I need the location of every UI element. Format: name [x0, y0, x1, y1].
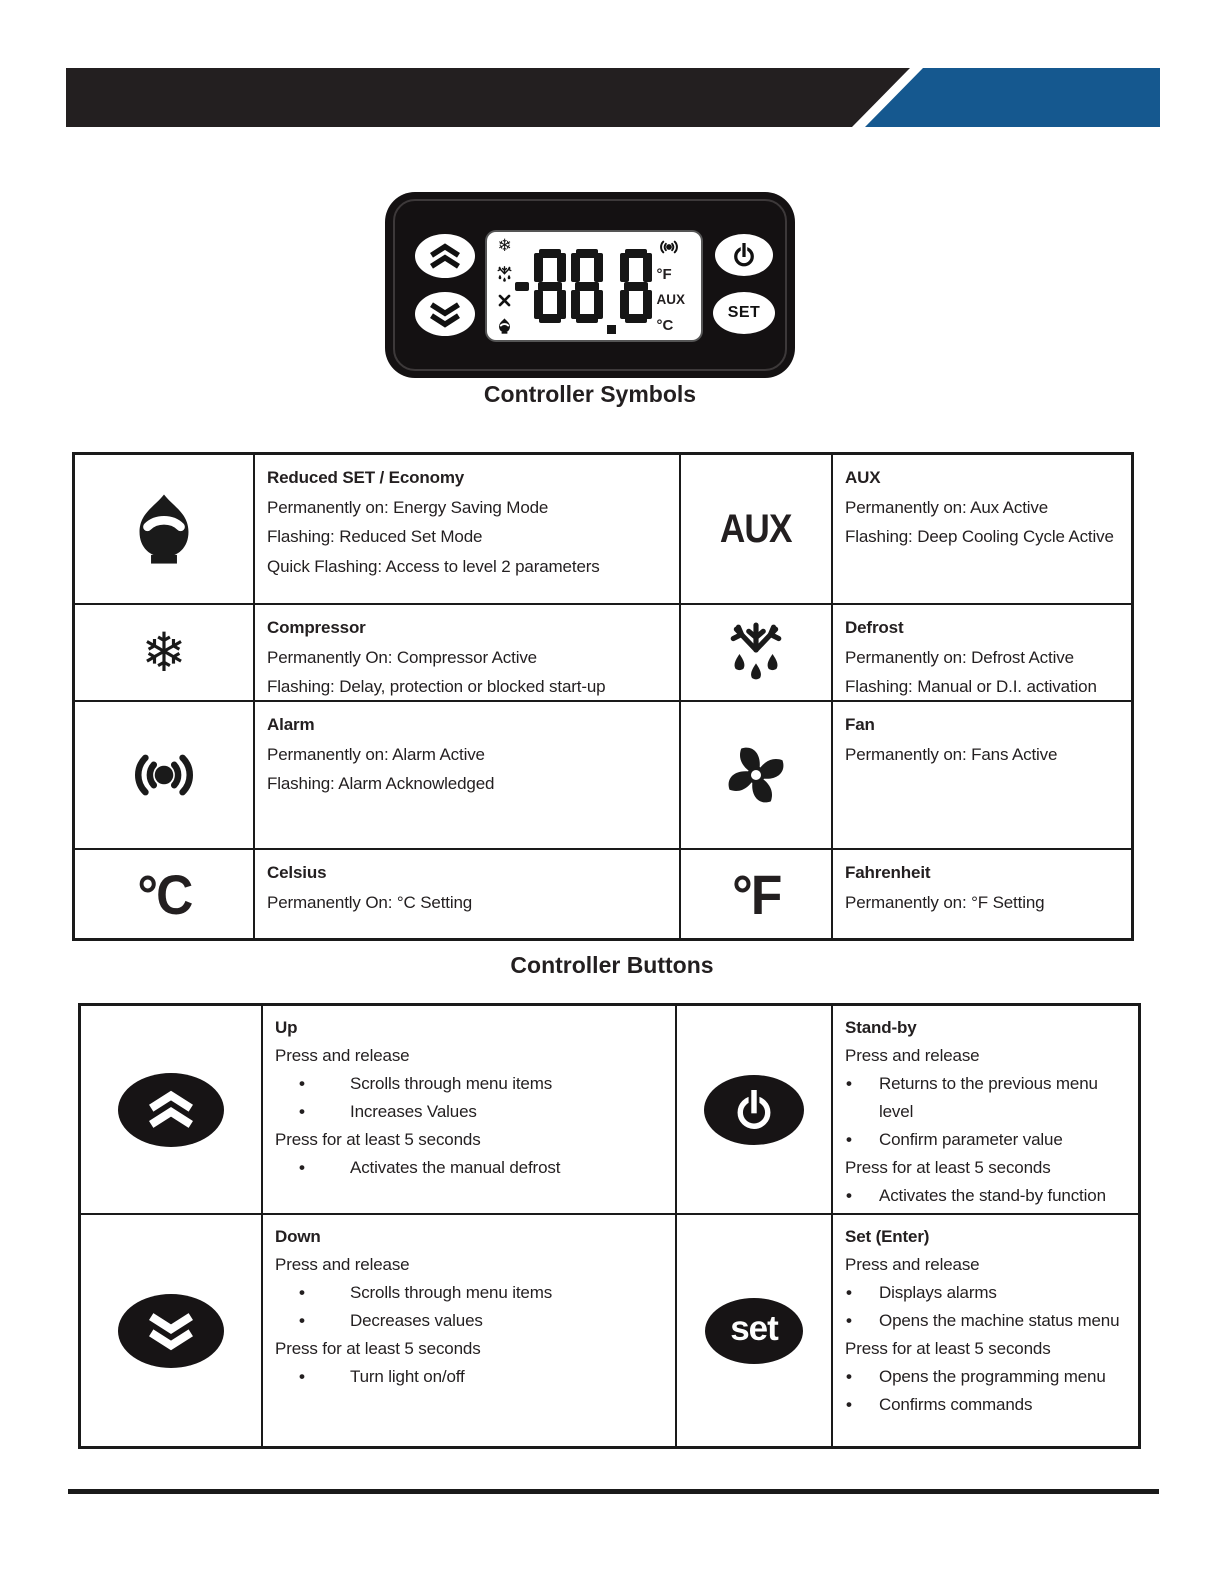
bullet: • — [846, 1283, 852, 1302]
power-icon — [729, 1085, 779, 1135]
symbol-title: Fahrenheit — [845, 863, 931, 882]
banner-dark-bar — [66, 68, 910, 127]
bullet: • — [846, 1130, 852, 1149]
lcd-display — [487, 232, 701, 340]
device-down-button — [415, 292, 475, 336]
controller-buttons-table — [78, 1003, 1141, 1449]
symbol-title: Defrost — [845, 618, 904, 637]
device-set-button — [713, 292, 775, 334]
standby-button — [704, 1075, 804, 1145]
digit-8 — [534, 249, 566, 323]
compressor-icon-cell — [75, 603, 253, 700]
alarm-icon — [122, 749, 206, 801]
aux-label: AUX — [720, 506, 792, 551]
down-button-cell — [81, 1213, 261, 1446]
fahrenheit-icon-cell — [679, 848, 831, 938]
up-description-cell: Up Press and release • Scrolls through menu items • Increases Values Press for at least 5 seconds • Activates the manual defrost — [261, 1006, 675, 1213]
compressor-snowflake-icon: ❄ — [497, 236, 512, 256]
defrost-icon — [496, 266, 513, 283]
celsius-description-cell: Celsius Permanently On: °C Setting — [253, 848, 679, 938]
footer-rule — [68, 1489, 1159, 1494]
down-chevron-icon — [144, 1311, 198, 1351]
symbol-title: Reduced SET / Economy — [267, 468, 465, 487]
alarm-icon-cell — [75, 700, 253, 848]
bullet: • — [299, 1283, 305, 1302]
standby-button-cell — [675, 1006, 831, 1213]
symbol-title: Fan — [845, 715, 875, 734]
lcd-status-icons — [494, 237, 515, 335]
aux-description-cell: AUX Permanently on: Aux Active Flashing: Deep Cooling Cycle Active — [831, 455, 1131, 603]
set-button-label: set — [730, 1309, 778, 1348]
down-chevron-icon — [426, 301, 464, 328]
symbol-title: Alarm — [267, 715, 315, 734]
set-description-cell: Set (Enter) Press and release • Displays alarms • Opens the machine status menu Press for at least 5 seconds • Opens the programming menu • Confirms commands — [831, 1213, 1138, 1446]
economy-icon-cell — [75, 455, 253, 603]
bullet: • — [299, 1102, 305, 1121]
symbol-title: AUX — [845, 468, 881, 487]
defrost-icon-cell — [679, 603, 831, 700]
bullet: • — [299, 1158, 305, 1177]
fan-x-icon — [498, 294, 511, 307]
celsius-icon-cell — [75, 848, 253, 938]
fahrenheit-description-cell: Fahrenheit Permanently on: °F Setting — [831, 848, 1131, 938]
economy-icon — [135, 493, 193, 565]
up-button — [118, 1073, 224, 1147]
up-button-cell — [81, 1006, 261, 1213]
fan-description-cell: Fan Permanently on: Fans Active — [831, 700, 1131, 848]
device-power-button — [715, 234, 773, 276]
celsius-indicator: °C — [656, 317, 674, 334]
defrost-icon — [725, 622, 787, 684]
bullet: • — [846, 1311, 852, 1330]
up-chevron-icon — [144, 1090, 198, 1130]
symbols-section-title: Controller Symbols — [483, 381, 697, 407]
bullet: • — [846, 1074, 852, 1093]
economy-description-cell: Reduced SET / Economy Permanently on: Energy Saving Mode Flashing: Reduced Set Mode Quick Flashing: Access to level 2 parameters — [253, 455, 679, 603]
lcd-digits — [515, 237, 652, 335]
bullet: • — [846, 1367, 852, 1386]
page-header-banner — [66, 68, 1160, 127]
up-chevron-icon — [426, 243, 464, 270]
down-description-cell: Down Press and release • Scrolls through menu items • Decreases values Press for at least 5 seconds • Turn light on/off — [261, 1213, 675, 1446]
aux-icon-cell — [679, 455, 831, 603]
digit-8 — [620, 249, 652, 323]
controller-symbols-table — [72, 452, 1134, 941]
symbol-title: Compressor — [267, 618, 366, 637]
celsius-label: °C — [136, 862, 192, 926]
minus-segment — [515, 282, 529, 291]
set-button-cell — [675, 1213, 831, 1446]
decimal-point — [607, 325, 616, 334]
alarm-description-cell: Alarm Permanently on: Alarm Active Flashing: Alarm Acknowledged — [253, 700, 679, 848]
fan-icon-cell — [679, 700, 831, 848]
defrost-description-cell: Defrost Permanently on: Defrost Active Flashing: Manual or D.I. activation — [831, 603, 1131, 700]
down-button — [118, 1294, 224, 1368]
fan-icon — [719, 738, 793, 812]
power-icon — [729, 240, 759, 270]
fahrenheit-indicator: °F — [656, 265, 672, 283]
economy-icon — [498, 318, 511, 334]
bullet: • — [846, 1186, 852, 1205]
device-up-button — [415, 234, 475, 278]
set-button — [705, 1298, 803, 1364]
snowflake-icon: ❄ — [141, 620, 187, 684]
bullet: • — [299, 1311, 305, 1330]
fahrenheit-label: °F — [731, 862, 781, 926]
alarm-icon — [656, 239, 682, 255]
compressor-description-cell: Compressor Permanently On: Compressor Active Flashing: Delay, protection or blocked start-up — [253, 603, 679, 700]
controller-device — [385, 192, 795, 378]
bullet: • — [299, 1074, 305, 1093]
bullet: • — [846, 1395, 852, 1414]
banner-blue-bar — [865, 68, 1160, 127]
set-button-label: SET — [727, 304, 761, 321]
standby-description-cell: Stand-by Press and release • Returns to the previous menu level • Confirm parameter value Press for at least 5 seconds • Activates the stand-by function — [831, 1006, 1138, 1213]
lcd-unit-labels — [652, 237, 694, 335]
symbol-title: Celsius — [267, 863, 327, 882]
buttons-section-title: Controller Buttons — [510, 952, 714, 978]
aux-indicator: AUX — [656, 292, 685, 307]
bullet: • — [299, 1367, 305, 1386]
digit-8 — [571, 249, 603, 323]
